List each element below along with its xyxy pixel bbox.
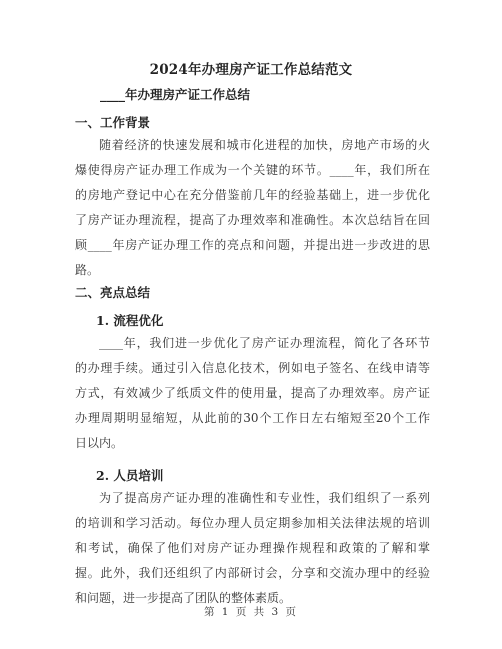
document-title: 2024年办理房产证工作总结范文	[149, 62, 353, 78]
page-footer: 第 1 页 共 3 页	[203, 606, 299, 618]
subsection-heading-process: 1. 流程优化	[96, 313, 164, 328]
paragraph-line: 路。	[75, 263, 100, 277]
paragraph-line: 握。此外，我们还组织了内部研讨会，分享和交流办理中的经验	[75, 566, 430, 580]
paragraph-line: 为了提高房产证办理的准确性和专业性，我们组织了一系列	[99, 491, 430, 505]
paragraph-line: 和考试，确保了他们对房产证办理操作规程和政策的了解和掌	[75, 541, 430, 555]
paragraph-line: ____年，我们进一步优化了房产证办理流程，简化了各环节	[99, 336, 430, 350]
paragraph-line: 和问题，进一步提高了团队的整体素质。	[75, 591, 292, 605]
paragraph-line: 的培训和学习活动。每位办理人员定期参加相关法律法规的培训	[75, 516, 430, 530]
paragraph-line: 了房产证办理流程，提高了办理效率和准确性。本次总结旨在回	[75, 213, 430, 227]
paragraph-line: 日以内。	[75, 436, 124, 450]
paragraph-training	[75, 486, 430, 611]
paragraph-line: 方式，有效减少了纸质文件的使用量，提高了办理效率。房产证	[75, 386, 430, 400]
paragraph-process	[75, 331, 430, 456]
paragraph-line: 随着经济的快速发展和城市化进程的加快，房地产市场的火	[99, 138, 430, 152]
paragraph-line: 的房地产登记中心在充分借鉴前几年的经验基础上，进一步优化	[75, 188, 430, 202]
subsection-heading-training: 2. 人员培训	[96, 468, 164, 483]
paragraph-line: 爆使得房产证办理工作成为一个关键的环节。____年，我们所在	[75, 163, 430, 177]
document-subtitle: ____年办理房产证工作总结	[100, 87, 251, 102]
paragraph-line: 的办理手续。通过引入信息化技术，例如电子签名、在线申请等	[75, 361, 430, 375]
section-heading-background: 一、工作背景	[75, 115, 151, 130]
section-heading-highlights: 二、亮点总结	[75, 285, 151, 300]
paragraph-line: 办理周期明显缩短，从此前的30个工作日左右缩短至20个工作	[75, 411, 430, 425]
paragraph-background	[75, 133, 430, 283]
paragraph-line: 顾____年房产证办理工作的亮点和问题，并提出进一步改进的思	[75, 238, 430, 252]
